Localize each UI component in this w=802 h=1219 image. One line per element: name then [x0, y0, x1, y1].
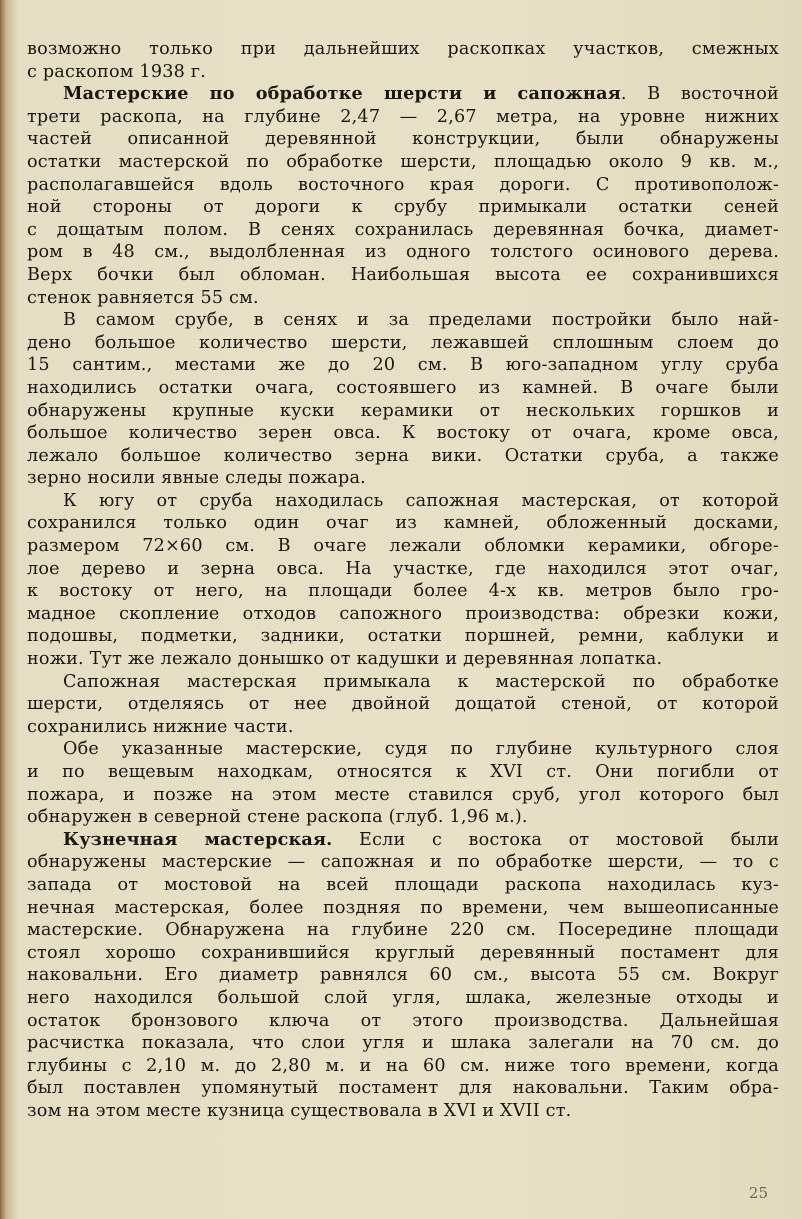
line-text: мастерские. Обнаружена на глубине 220 см. Посередине площади	[27, 920, 779, 941]
line-text: ножи. Тут же лежало донышко от кадушки и деревянная лопатка.	[27, 649, 663, 670]
line-text: Обе указанные мастерские, судя по глубине культурного слоя	[63, 739, 779, 760]
text-line	[27, 400, 779, 423]
text-line	[27, 1010, 779, 1033]
text-line	[27, 377, 779, 400]
text-line	[27, 196, 779, 219]
text-line	[27, 806, 779, 829]
line-text: остатки мастерской по обработке шерсти, площадью около 9 кв. м.,	[27, 151, 779, 172]
line-text: нечная мастерская, более поздняя по времени, чем вышеописанные	[27, 897, 779, 918]
line-text: Верх бочки был обломан. Наибольшая высота ее сохранившихся	[27, 264, 779, 285]
text-line	[27, 151, 779, 174]
text-line	[27, 445, 779, 468]
text-line	[27, 535, 779, 558]
text-line	[27, 332, 779, 355]
text-line	[27, 761, 779, 784]
line-text: стенок равняется 55 см.	[27, 287, 259, 308]
text-line	[27, 603, 779, 626]
text-line	[27, 467, 779, 490]
line-text: находились остатки очага, состоявшего из камней. В очаге были	[27, 377, 779, 398]
text-line	[27, 1055, 779, 1078]
section-heading: Мастерские по обработке шерсти и сапожная	[63, 83, 621, 105]
text-line	[27, 174, 779, 197]
line-text: . В восточной	[620, 84, 779, 105]
line-text: запада от мостовой на всей площади раскопа находилась куз-	[27, 874, 779, 895]
text-line	[27, 625, 779, 648]
text-line	[27, 558, 779, 581]
line-text: подошвы, подметки, задники, остатки поршней, ремни, каблуки и	[27, 626, 779, 647]
text-line	[27, 851, 779, 874]
text-line	[27, 580, 779, 603]
line-text: дено большое количество шерсти, лежавшей сплошным слоем до	[27, 332, 779, 353]
text-line	[27, 241, 779, 264]
text-line	[27, 829, 779, 852]
line-text: мадное скопление отходов сапожного производства: обрезки кожи,	[27, 603, 779, 624]
line-text: с дощатым полом. В сенях сохранилась деревянная бочка, диамет-	[27, 219, 779, 240]
text-line	[27, 287, 779, 310]
line-text: трети раскопа, на глубине 2,47 — 2,67 метра, на уровне нижних	[27, 106, 779, 127]
line-text: ной стороны от дороги к срубу примыкали остатки сеней	[27, 197, 779, 218]
line-text: возможно только при дальнейших раскопках участков, смежных	[27, 39, 779, 59]
text-line	[27, 422, 779, 445]
line-text: глубины с 2,10 м. до 2,80 м. и на 60 см. ниже того времени, когда	[27, 1055, 779, 1076]
text-line	[27, 671, 779, 694]
line-text: сохранился только один очаг из камней, обложенный досками,	[27, 513, 779, 534]
text-line	[27, 38, 779, 61]
text-line	[27, 83, 779, 106]
text-line	[27, 942, 779, 965]
text-line	[27, 1077, 779, 1100]
text-line	[27, 354, 779, 377]
line-text: Если с востока от мостовой были	[332, 829, 779, 850]
line-text: остаток бронзового ключа от этого производства. Дальнейшая	[27, 1010, 779, 1031]
line-text: лое дерево и зерна овса. На участке, где находился этот очаг,	[27, 558, 779, 579]
text-line	[27, 219, 779, 242]
text-line	[27, 128, 779, 151]
line-text: К югу от сруба находилась сапожная мастерская, от которой	[63, 490, 779, 511]
text-line	[27, 784, 779, 807]
line-text: к востоку от него, на площади более 4-х кв. метров было гро-	[27, 581, 779, 602]
line-text: размером 72×60 см. В очаге лежали обломки керамики, обгоре-	[27, 536, 779, 557]
line-text: 15 сантим., местами же до 20 см. В юго-западном углу сруба	[27, 355, 779, 376]
line-text: наковальни. Его диаметр равнялся 60 см., высота 55 см. Вокруг	[27, 965, 779, 986]
section-heading: Кузнечная мастерская.	[63, 828, 333, 850]
line-text: Сапожная мастерская примыкала к мастерской по обработке	[63, 671, 779, 692]
line-text: него находился большой слой угля, шлака, железные отходы и	[27, 987, 779, 1008]
line-text: зом на этом месте кузница существовала в XVI и XVII ст.	[27, 1100, 572, 1121]
line-text: расчистка показала, что слои угля и шлака залегали на 70 см. до	[27, 1033, 779, 1054]
text-line	[27, 1032, 779, 1055]
text-line	[27, 648, 779, 671]
text-line	[27, 1100, 779, 1123]
text-line	[27, 61, 779, 84]
page-number: 25	[748, 1184, 768, 1202]
text-line	[27, 987, 779, 1010]
text-line	[27, 897, 779, 920]
line-text: располагавшейся вдоль восточного края дороги. С противополож-	[27, 174, 779, 195]
line-text: В самом срубе, в сенях и за пределами постройки было най-	[63, 310, 779, 331]
line-text: ром в 48 см., выдолбленная из одного толстого осинового дерева.	[27, 242, 779, 263]
line-text: большое количество зерен овса. К востоку от очага, кроме овса,	[27, 423, 779, 444]
text-line	[27, 512, 779, 535]
text-line	[27, 490, 779, 513]
line-text: обнаружен в северной стене раскопа (глуб. 1,96 м.).	[27, 807, 528, 828]
text-line	[27, 874, 779, 897]
text-line	[27, 738, 779, 761]
text-line	[27, 693, 779, 716]
line-text: зерно носили явные следы пожара.	[27, 468, 366, 489]
line-text: стоял хорошо сохранившийся круглый деревянный постамент для	[27, 942, 779, 963]
line-text: шерсти, отделяясь от нее двойной дощатой стеной, от которой	[27, 694, 779, 715]
text-line	[27, 919, 779, 942]
line-text: лежало большое количество зерна вики. Остатки сруба, а также	[27, 445, 779, 466]
line-text: сохранились нижние части.	[27, 716, 294, 737]
line-text: обнаружены крупные куски керамики от нескольких горшков и	[27, 400, 779, 421]
document-body-text	[27, 38, 779, 1123]
text-line	[27, 964, 779, 987]
line-text: был поставлен упомянутый постамент для наковальни. Таким обра-	[27, 1078, 779, 1099]
text-line	[27, 264, 779, 287]
text-line	[27, 716, 779, 739]
line-text: пожара, и позже на этом месте ставился сруб, угол которого был	[27, 784, 779, 805]
line-text: с раскопом 1938 г.	[27, 61, 207, 82]
text-line	[27, 106, 779, 129]
line-text: обнаружены мастерские — сапожная и по обработке шерсти, — то с	[27, 852, 779, 873]
line-text: и по вещевым находкам, относятся к XVI ст. Они погибли от	[27, 762, 779, 782]
text-line	[27, 309, 779, 332]
line-text: частей описанной деревянной конструкции, были обнаружены	[27, 129, 779, 150]
